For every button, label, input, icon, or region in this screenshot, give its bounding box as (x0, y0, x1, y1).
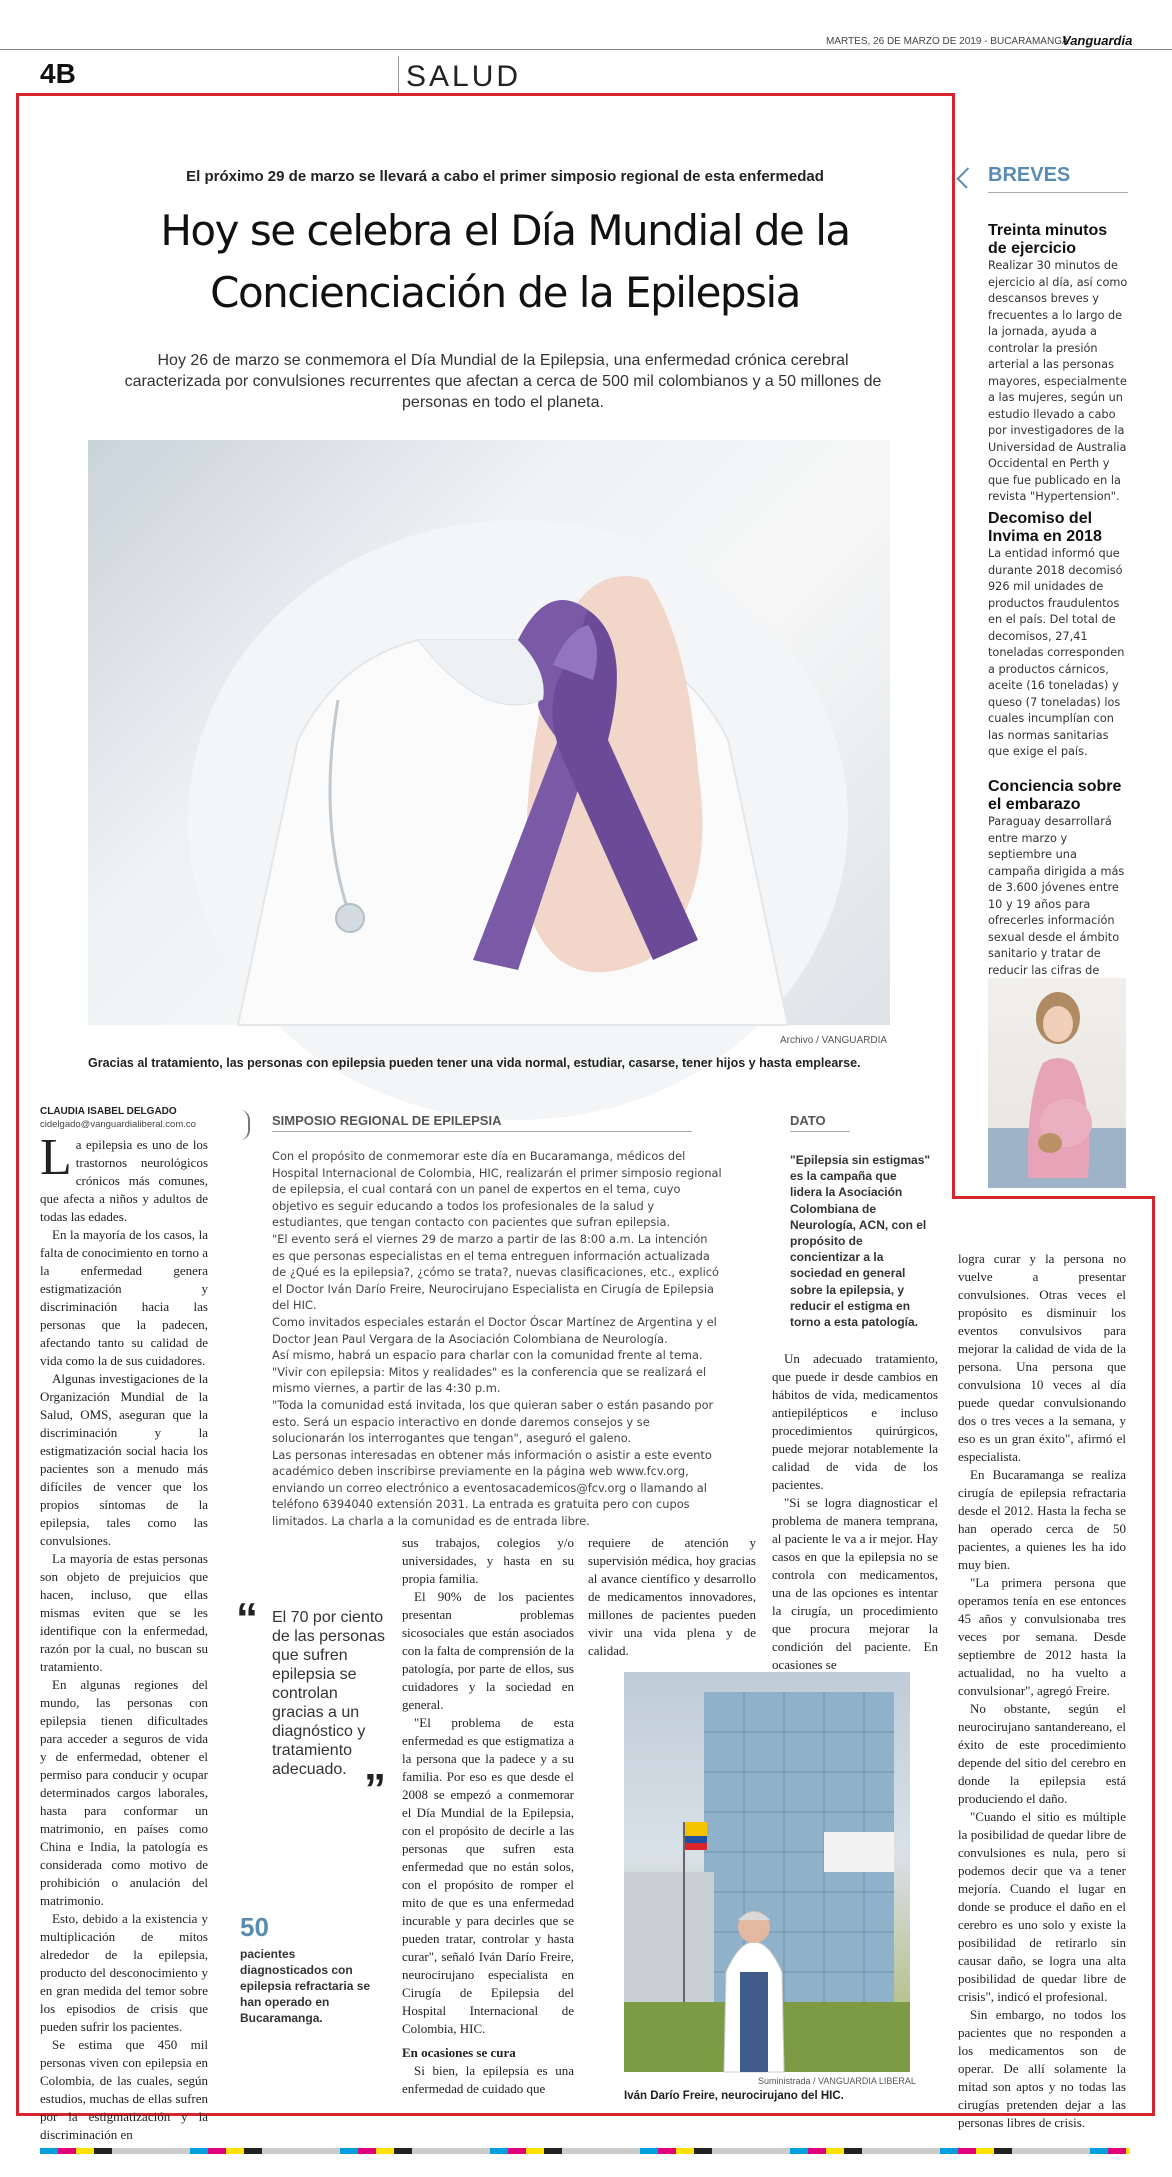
section-divider (398, 56, 399, 96)
kicker: El próximo 29 de marzo se llevará a cabo el primer simposio regional de esta enfermedad (186, 168, 824, 185)
column-4-upper (772, 1350, 938, 1700)
quote-close-mark: ” (364, 1765, 386, 1814)
simposio-paragraph: "El evento será el viernes 29 de marzo a partir de las 8:00 a.m. La intención es que personas especialistas en el tema entreguen información actualizada de ¿Qué es la epilepsia?, ¿cómo se trata?, nuevas clasificaciones, etc., explicó el Doctor Iván Darío Freire, Neurocirujano Especialista en Cirugía de Epilepsia del HIC. (272, 1231, 719, 1313)
breves-arrow (956, 167, 977, 188)
red-frame-top-right (952, 93, 955, 1196)
breve-headline: Conciencia sobre el embarazo (988, 778, 1122, 813)
page-number: 4B (40, 58, 76, 89)
photo2-caption: Iván Darío Freire, neurocirujano del HIC. (624, 2090, 844, 2102)
column-2 (402, 1534, 574, 2106)
dato-title: DATO (790, 1113, 826, 1128)
stat-number: 50 (240, 1912, 269, 1942)
headline-line2: Concienciación de la Epilepsia (210, 268, 800, 317)
col2-paragraph: Si bien, la epilepsia es una enfermedad de cuidado que (402, 2063, 574, 2096)
simposio-paragraph: "Toda la comunidad está invitada, los que quieran saber o están pasando por esto. Será un espacio interactivo en donde daremos consejos y se solucionarán los interrogantes que tengan", aseguró el galeno. (272, 1397, 714, 1446)
col5-paragraph: En Bucaramanga se realiza cirugía de epilepsia refractaria desde el 2012. Hasta la fecha se han operado cerca de 50 pacientes, a quienes les ha ido muy bien. (958, 1467, 1126, 1572)
col3-paragraph: requiere de atención y supervisión médica, hoy gracias al avance científico y desarrollo de medicamentos innovadores, millones de pacientes pueden vivir una vida plena y de calidad. (588, 1535, 756, 1658)
dato-title-rule (790, 1131, 850, 1132)
print-color-bar (40, 2148, 1130, 2154)
col1-paragraph: En algunas regiones del mundo, las personas con epilepsia tienen dificultades para acceder a seguros de vida y de enfermedad, obtener el permiso para conducir y ocupar determinados cargos laborales, hasta para conformar un matrimonio, en países como China e India, la patología es considerada como motivo de prohibición o anulación del matrimonio. (40, 1677, 208, 1908)
simposio-paragraph: Las personas interesadas en obtener más información o asistir a este evento académico deben inscribirse previamente en la página web www.fcv.org, enviando un correo electrónico a eventosacademicos@fcv.org o llamando al teléfono 6394040 extensión 2031. La entrada es gratuita pero con cupos limitados. La charla a la comunidad es de entrada libre. (272, 1447, 712, 1529)
col4-paragraph: "Si se logra diagnosticar el problema de manera temprana, al paciente le va a ir mejor. Hay casos en que la epilepsia no se controla con medicamentos, una de las opciones es intentar la cirugía, un procedimiento que procura mejorar la condición del paciente. En ocasiones se (772, 1495, 938, 1672)
drop-cap: L (40, 1129, 72, 1186)
col5-paragraph: "La primera persona que operamos tenía en ese entonces 45 años y convulsionaba tres veces por semana. Desde septiembre de 2012 hasta la actualidad, no ha vuelto a convulsionar", agregó Freire. (958, 1575, 1126, 1698)
byline-name: CLAUDIA ISABEL DELGADO (40, 1106, 177, 1117)
breves-title: BREVES (988, 164, 1071, 186)
breve-text: Realizar 30 minutos de ejercicio al día, así como descansos breves y frecuentes a lo largo de la jornada, ayuda a controlar la presión arterial a las personas mayores, especialmente a las mujeres, según un estudio llevado a cabo por investigadores de la Universidad de Australia Occidental en Perth y que fue publicado en la revista "Hypertension". (988, 259, 1128, 503)
stat-text: pacientes diagnosticados con epilepsia refractaria se han operado en Bucaramanga. (240, 1947, 371, 2025)
subhead: En ocasiones se cura (402, 2045, 516, 2060)
photo-caption: Gracias al tratamiento, las personas con epilepsia pueden tener una vida normal, estudiar, casarse, tener hijos y hasta emplearse. (88, 1056, 861, 1070)
simposio-body (272, 1148, 722, 1530)
red-frame-step (952, 1196, 1155, 1199)
byline-email: cidelgado@vanguardialiberal.com.co (40, 1119, 196, 1130)
hospital-photo (624, 1672, 910, 2072)
col1-paragraph: Algunas investigaciones de la Organización Mundial de la Salud, OMS, aseguran que la discriminación y la estigmatización social hacia los pacientes son a menudo más difíciles de vencer que los propios síntomas de la epilepsia, tales como las convulsiones. (40, 1371, 208, 1548)
col2-paragraph: El 90% de los pacientes presentan problemas sicosociales que están asociados con la falta de comprensión de la patología, por parte de ellos, sus cuidadores y la sociedad en general. (402, 1589, 574, 1712)
simposio-title: SIMPOSIO REGIONAL DE EPILEPSIA (272, 1113, 502, 1128)
column-1 (40, 1129, 208, 2142)
col2-paragraph: sus trabajos, colegios y/o universidades, y hasta en su propia familia. (402, 1535, 574, 1586)
lead: Hoy 26 de marzo se conmemora el Día Mundial de la Epilepsia, una enfermedad crónica cerebral caracterizada por convulsiones recurrentes que afectan a cerca de 500 mil colombianos y a 50 millones de personas en todo el planeta. (124, 352, 882, 411)
breve-headline: Treinta minutos de ejercicio (988, 222, 1108, 257)
col2-paragraph: "El problema de esta enfermedad es que estigmatiza a la persona que la padece y a su familia. Por eso es que desde el 2008 se empezó a conmemorar el Día Mundial de la Epilepsia, con el propósito de decirle a las personas que sufren esta enfermedad que no están solos, con el propósito de romper el mito de que es una enfermedad incurable y para decirles que se pueden tratar, controlar y hasta curar", señaló Iván Darío Freire, neurocirujano especialista en Cirugía de Epilepsia del Hospital Internacional de Colombia, HIC. (402, 1715, 574, 2036)
col4-paragraph: Un adecuado tratamiento, que puede ir desde cambios en hábitos de vida, medicamentos antiepilépticos e incluso procedimientos quirúrgicos, puede mejorar notablemente la calidad de vida de los pacientes. (772, 1351, 938, 1492)
column-5 (958, 1250, 1126, 2130)
breve-text: La entidad informó que durante 2018 decomisó 926 mil unidades de productos fraudulentos en el país. Del total de decomisos, 27,41 toneladas corresponden a productos cárnicos, aceite (16 toneladas) y queso (7 toneladas) los cuales incumplían con las normas sanitarias que exige el país. (988, 547, 1125, 758)
dato-text: "Epilepsia sin estigmas" es la campaña que lidera la Asociación Colombiana de Neurología, ACN, con el propósito de concientizar a la sociedad en general sobre la epilepsia, y reducir el estigma en torno a esta patología. (790, 1153, 931, 1330)
breve-headline: Decomiso del Invima en 2018 (988, 510, 1102, 545)
col5-paragraph: "Cuando el sitio es múltiple la posibilidad de quedar libre de convulsiones es nula, pero si podemos decir que va a tener mejoría. Cuando el lugar en donde se produce el daño en el cerebro es uno solo y existe la posibilidad de retirarlo sin causar daño, se logra una alta posibilidad de quedar libre de crisis", indicó el profesional. (958, 1809, 1126, 2004)
col1-paragraph: En la mayoría de los casos, la falta de conocimiento en torno a la enfermedad genera estigmatización y discriminación hacia las personas que la padecen, afectando tanto su calidad de vida como la de sus cuidadores. (40, 1227, 208, 1368)
simposio-title-rule (272, 1131, 692, 1132)
section-title: SALUD (406, 60, 522, 93)
breve-item (988, 778, 1128, 996)
breve-text: Paraguay desarrollará entre marzo y septiembre una campaña dirigida a más de 3.600 jóvenes entre 10 y 19 años para ofrecerles información sexual desde el ámbito sanitario y tratar de reducir las cifras de (988, 815, 1125, 977)
simposio-paragraph: Como invitados especiales estarán el Doctor Óscar Martínez de Argentina y el Doctor Jean Paul Vergara de la Asociación Colombiana de Neurología. (272, 1314, 717, 1346)
col5-paragraph: Sin embargo, no todos los pacientes que no responden a los medicamentos son de operar. De allí solamente la mitad son aptos y no todas las cirugías pretenden dejar a las personas libres de crisis. (958, 2007, 1126, 2130)
simposio-paragraph: Con el propósito de conmemorar este día en Bucaramanga, médicos del Hospital Internacional de Colombia, HIC, realizarán el primer simposio regional de epilepsia, el cual contará con un panel de expertos en el tema, cuyo objetivo es seguir educando a todos los profesionales de la salud y estudiantes, que tengan contacto con pacientes que sufran epilepsia. (272, 1149, 722, 1230)
column-3-upper (588, 1534, 756, 1664)
quote-open-mark: “ (236, 1594, 258, 1643)
quote-text: El 70 por ciento de las personas que sufren epilepsia se controlan gracias a un diagnóstico y tratamiento adecuado. (272, 1609, 385, 1778)
col5-paragraph: logra curar y la persona no vuelve a presentar convulsiones. Otras veces el propósito es disminuir los eventos convulsivos para mejorar la calidad de vida de la persona. Una persona que convulsiona 10 veces al día puede quedar convulsionando dos o tres veces a la semana, y eso es un gran éxito", afirmó el especialista. (958, 1251, 1126, 1464)
photo2-credit: Suministrada / VANGUARDIA LIBERAL (758, 2076, 916, 2086)
headline-line1: Hoy se celebra el Día Mundial de la (160, 206, 850, 255)
col5-paragraph: No obstante, según el neurocirujano santandereano, el éxito de este procedimiento depende del sitio del cerebro en donde la epilepsia está produciendo el daño. (958, 1701, 1126, 1806)
masthead-rule (0, 49, 1172, 50)
simposio-bracket (236, 1110, 250, 1140)
main-photo (88, 440, 890, 1025)
breve-item (988, 510, 1128, 761)
col1-paragraph: La mayoría de estas personas son objeto de prejuicios que hacen, incluso, que ellas mismas eviten que se les identifique con la enfermedad, razón por la cual, no buscan su tratamiento. (40, 1551, 208, 1674)
col1-paragraph: Esto, debido a la existencia y multiplicación de mitos alrededor de la epilepsia, producto del desconocimiento y en gran medida del temor sobre los episodios de crisis que pueden sufrir los pacientes. (40, 1911, 208, 2034)
breve-item (988, 222, 1128, 506)
col1-paragraph: Se estima que 450 mil personas viven con epilepsia en Colombia, de las cuales, según estudios, muchas de ellas sufren por la estigmatización y la discriminación en (40, 2037, 208, 2142)
photo-credit: Archivo / VANGUARDIA (780, 1035, 888, 1046)
breves-photo (988, 978, 1126, 1188)
simposio-paragraph: Así mismo, habrá un espacio para charlar con la comunidad frente al tema. "Vivir con epilepsia: Mitos y realidades" es la conferencia que se realizará el mismo viernes, a partir de las 4:30 p.m. (272, 1348, 707, 1396)
pull-quote (236, 1594, 386, 1814)
col1-first-paragraph: a epilepsia es uno de los trastornos neurológicos crónicos más comunes, que afecta a niños y adultos de todas las edades. (40, 1137, 208, 1224)
brand-logo: Vanguardia (1062, 33, 1133, 48)
dateline: MARTES, 26 DE MARZO DE 2019 - BUCARAMANGA (826, 36, 1069, 47)
breves-title-rule (988, 192, 1128, 193)
